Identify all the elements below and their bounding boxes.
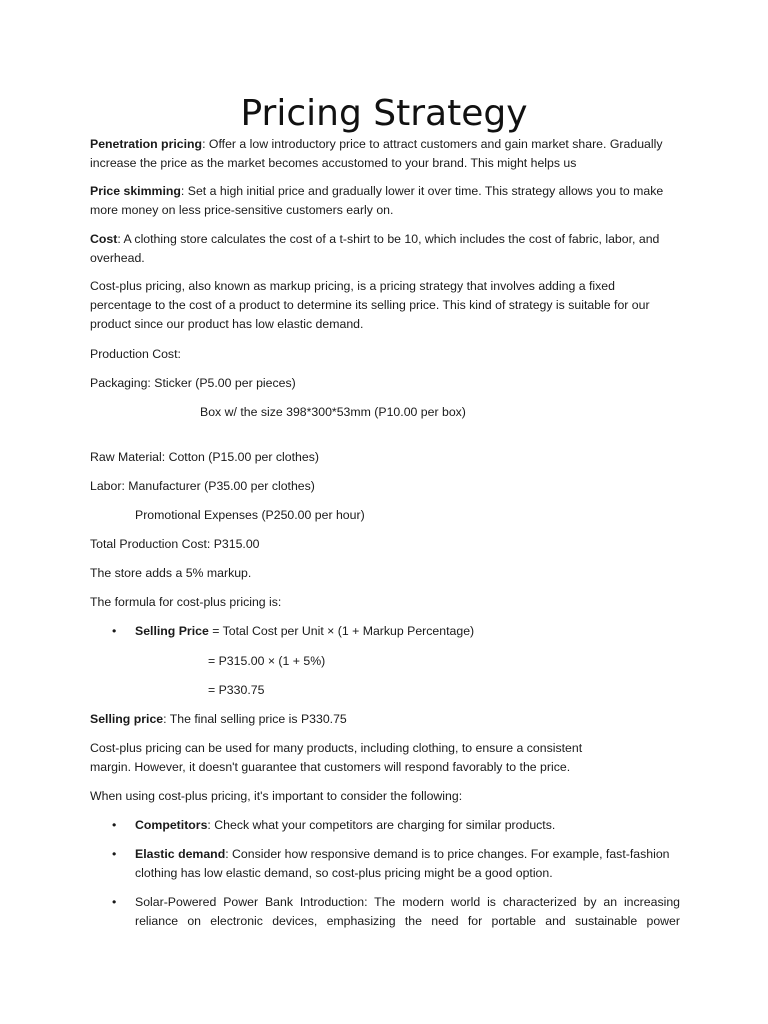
selling-price-text: : The final selling price is P330.75 — [163, 712, 347, 726]
cost-plus-line-1: Cost-plus pricing, also known as markup pricing, is a pricing strategy that involves adding a fixed — [90, 279, 615, 293]
penetration-term: Penetration pricing — [90, 137, 203, 151]
bullet-competitors: • — [112, 818, 117, 832]
total-cost-line: Total Production Cost: P315.00 — [90, 537, 260, 551]
formula-term: Selling Price — [135, 624, 209, 638]
competitors-text: : Check what your competitors are charging for similar products. — [207, 818, 556, 832]
formula-intro: The formula for cost-plus pricing is: — [90, 595, 282, 609]
bullet-solar: • — [112, 895, 117, 909]
cost-plus-paragraph — [90, 277, 680, 334]
cost-plus-line-3: product since our product has low elastic demand. — [90, 317, 364, 331]
markup-line: The store adds a 5% markup. — [90, 566, 252, 580]
usage-line-1: Cost-plus pricing can be used for many products, including clothing, to ensure a consistent — [90, 741, 583, 755]
page-title: Pricing Strategy — [240, 93, 528, 134]
raw-material-line: Raw Material: Cotton (P15.00 per clothes) — [90, 450, 319, 464]
consider-intro: When using cost-plus pricing, it's important to consider the following: — [90, 789, 463, 803]
packaging-line: Packaging: Sticker (P5.00 per pieces) — [90, 376, 296, 390]
formula-text: = Total Cost per Unit × (1 + Markup Percentage) — [208, 624, 475, 638]
usage-paragraph — [90, 739, 680, 777]
cost-plus-line-2: percentage to the cost of a product to determine its selling price. This kind of strategy is suitable for our — [90, 298, 650, 312]
cost-line-2: overhead. — [90, 251, 145, 265]
usage-line-2: margin. However, it doesn't guarantee that customers will respond favorably to the price. — [90, 760, 571, 774]
solar-line-2: reliance on electronic devices, emphasizing the need for portable and sustainable power — [135, 914, 680, 928]
bullet-elastic: • — [112, 847, 117, 861]
solar-item — [135, 893, 680, 931]
penetration-paragraph — [90, 135, 680, 173]
competitors-term: Competitors — [135, 818, 208, 832]
elastic-term: Elastic demand — [135, 847, 226, 861]
elastic-item — [135, 845, 680, 883]
production-cost-label: Production Cost: — [90, 347, 181, 361]
formula-item — [135, 622, 680, 641]
skimming-line-1: : Set a high initial price and gradually lower it over time. This strategy allows you to make — [180, 184, 664, 198]
elastic-line-1: : Consider how responsive demand is to price changes. For example, fast-fashion — [225, 847, 670, 861]
skimming-line-2: more money on less price-sensitive customers early on. — [90, 203, 394, 217]
penetration-line-2: increase the price as the market becomes accustomed to your brand. This might helps us — [90, 156, 577, 170]
formula-step-2: = P330.75 — [208, 683, 265, 697]
box-line: Box w/ the size 398*300*53mm (P10.00 per box) — [200, 405, 466, 419]
labor-line: Labor: Manufacturer (P35.00 per clothes) — [90, 479, 315, 493]
selling-price-line — [90, 710, 680, 729]
competitors-item — [135, 816, 680, 835]
solar-line-1: Solar-Powered Power Bank Introduction: The modern world is characterized by an increasing — [135, 895, 680, 909]
cost-line-1: : A clothing store calculates the cost of a t-shirt to be 10, which includes the cost of fabric, labor, and — [117, 232, 660, 246]
cost-term: Cost — [90, 232, 118, 246]
selling-price-term: Selling price — [90, 712, 164, 726]
elastic-line-2: clothing has low elastic demand, so cost-plus pricing might be a good option. — [135, 866, 553, 880]
cost-paragraph — [90, 230, 680, 268]
skimming-term: Price skimming — [90, 184, 181, 198]
penetration-line-1: : Offer a low introductory price to attract customers and gain market share. Gradually — [202, 137, 663, 151]
promotional-line: Promotional Expenses (P250.00 per hour) — [135, 508, 365, 522]
skimming-paragraph — [90, 182, 680, 220]
formula-step-1: = P315.00 × (1 + 5%) — [208, 654, 326, 668]
bullet-formula: • — [112, 624, 117, 638]
